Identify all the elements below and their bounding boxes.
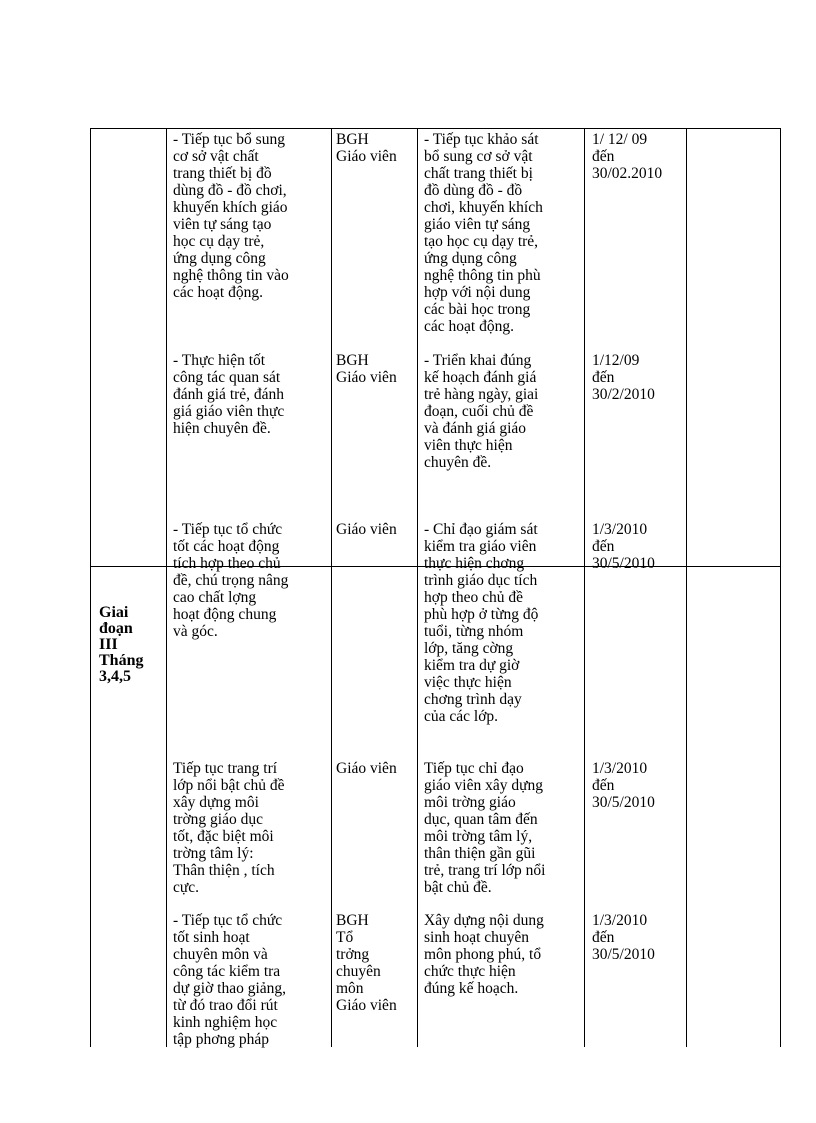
row-1-task: - Tiếp tục bổ sung cơ sở vật chất trang thiết bị đồ dùng đồ - đồ chơi, khuyến khích giáo viên tự sáng tạo học cụ dạy trẻ, ứng dụng công nghệ thông tin vào các hoạt động. bbox=[173, 131, 289, 301]
row-5-task: - Tiếp tục tổ chức tốt sinh hoạt chuyên môn và công tác kiểm tra dự giờ thao giảng, từ đó trao đổi rút kinh nghiệm học tập phơng pháp bbox=[173, 912, 287, 1048]
table-left-border bbox=[90, 128, 91, 1047]
stage-label: Giai đoạn III Tháng 3,4,5 bbox=[99, 604, 144, 685]
column-divider-3 bbox=[417, 128, 418, 1047]
column-divider-5 bbox=[686, 128, 687, 1047]
row-2-time: 1/12/09 đến 30/2/2010 bbox=[592, 352, 655, 403]
row-2-responsible: BGH Giáo viên bbox=[336, 352, 397, 386]
table-top-border bbox=[90, 128, 781, 129]
row-2-task: - Thực hiện tốt công tác quan sát đánh giá trẻ, đánh giá giáo viên thực hiện chuyên đề. bbox=[173, 352, 285, 437]
row-1-responsible: BGH Giáo viên bbox=[336, 131, 397, 165]
row-1-time: 1/ 12/ 09 đến 30/02.2010 bbox=[592, 131, 663, 182]
row-3-task: - Tiếp tục tổ chức tốt các hoạt động tích hợp theo chủ đề, chú trọng nâng cao chất lợng hoạt động chung và góc. bbox=[173, 521, 289, 640]
column-divider-2 bbox=[331, 128, 332, 1047]
row-4-task: Tiếp tục trang trí lớp nổi bật chủ đề xây dựng môi trờng giáo dục tốt, đặc biệt môi trờng tâm lý: Thân thiện , tích cực. bbox=[173, 760, 285, 896]
row-3-measures: - Chỉ đạo giám sát kiểm tra giáo viên thực hiện chơng trình giáo dục tích hợp theo chủ đề phù hợp ở từng độ tuổi, từng nhóm lớp, tăng cờng kiểm tra dự giờ việc thực hiện chơng trình dạy của các lớp. bbox=[424, 521, 539, 725]
row-4-time: 1/3/2010 đến 30/5/2010 bbox=[592, 760, 655, 811]
row-5-responsible: BGH Tổ trởng chuyên môn Giáo viên bbox=[336, 912, 397, 1014]
row-3-responsible: Giáo viên bbox=[336, 521, 397, 538]
column-divider-4 bbox=[584, 128, 585, 1047]
row-5-measures: Xây dựng nội dung sinh hoạt chuyên môn phong phú, tổ chức thực hiện đúng kế hoạch. bbox=[424, 912, 544, 997]
row-1-measures: - Tiếp tục khảo sát bổ sung cơ sở vật chất trang thiết bị đồ dùng đồ - đồ chơi, khuyến khích giáo viên tự sáng tạo học cụ dạy trẻ, ứng dụng công nghệ thông tin phù hợp với nội dung các bài học trong các hoạt động. bbox=[424, 131, 543, 335]
row-2-measures: - Triển khai đúng kế hoạch đánh giá trẻ hàng ngày, giai đoạn, cuối chủ đề và đánh giá giáo viên thực hiện chuyên đề. bbox=[424, 352, 539, 471]
row-3-time: 1/3/2010 đến 30/5/2010 bbox=[592, 521, 655, 572]
column-divider-1 bbox=[166, 128, 167, 1047]
table-right-border bbox=[780, 128, 781, 1047]
row-4-measures: Tiếp tục chỉ đạo giáo viên xây dựng môi trờng giáo dục, quan tâm đến môi trờng tâm lý, thân thiện gần gũi trẻ, trang trí lớp nổi bật chủ đề. bbox=[424, 760, 546, 896]
row-4-responsible: Giáo viên bbox=[336, 760, 397, 777]
row-5-time: 1/3/2010 đến 30/5/2010 bbox=[592, 912, 655, 963]
